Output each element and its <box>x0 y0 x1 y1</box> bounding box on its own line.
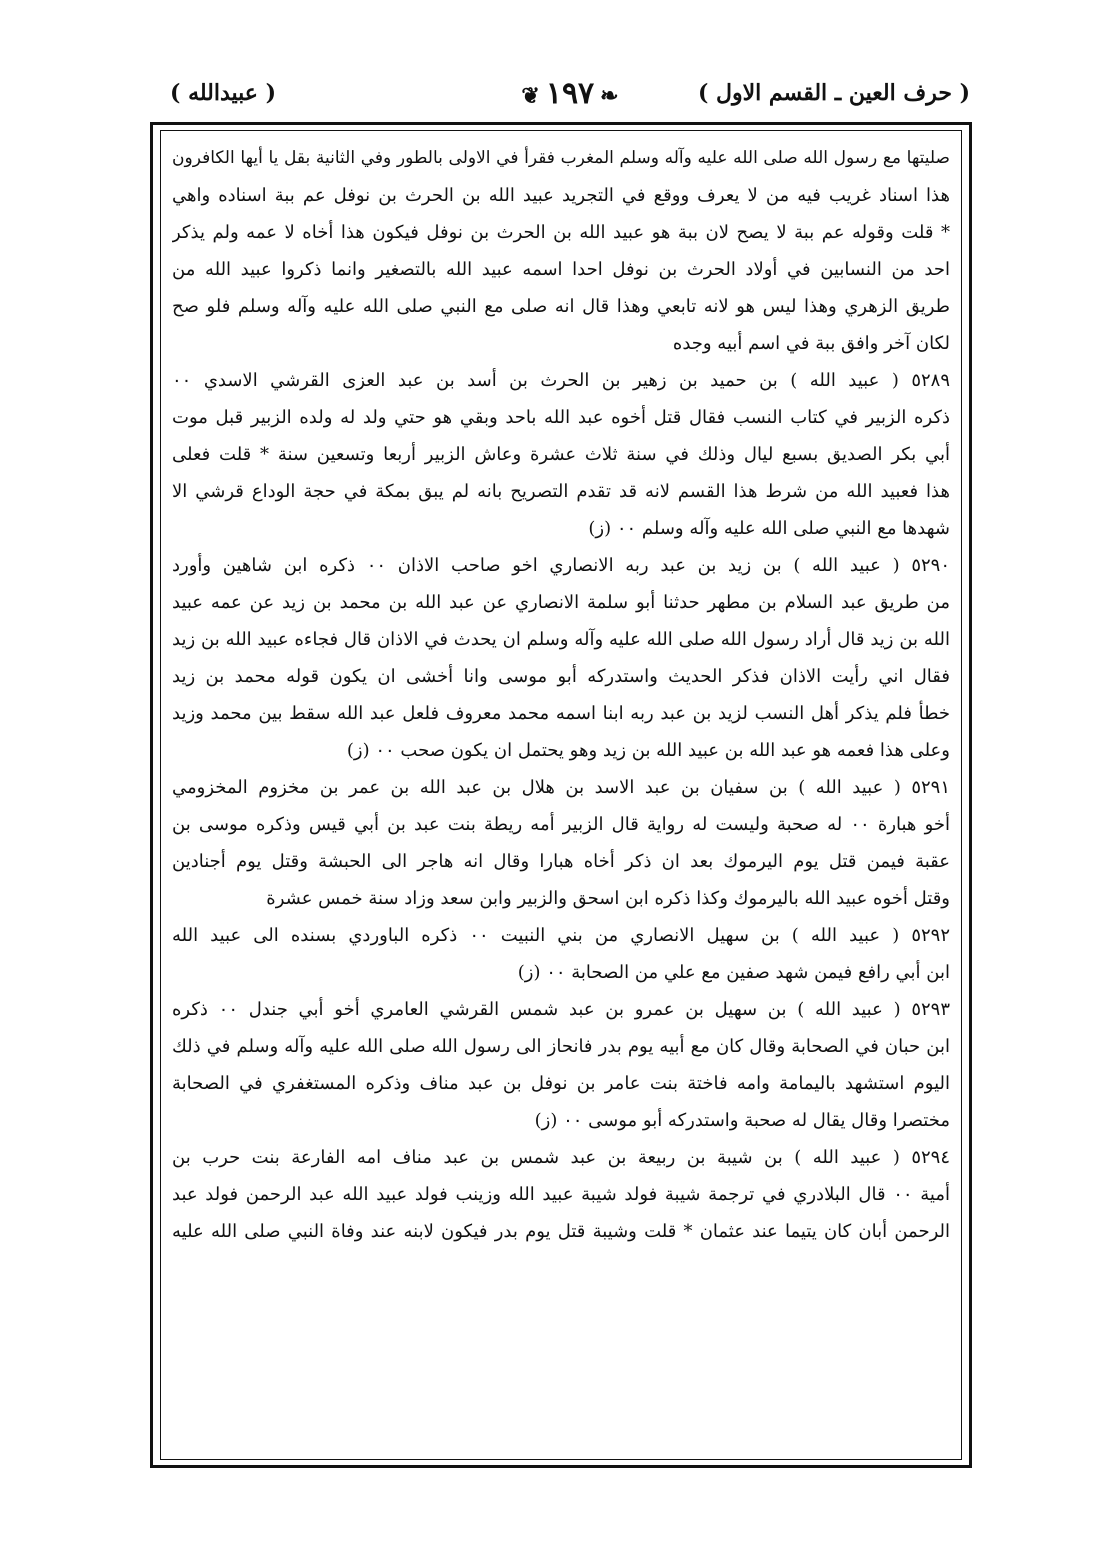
text-line: خطأ فلم يذكر أهل النسب لزيد بن عبد ربه ابنا اسمه محمد معروف فلعل عبد الله سقط بين محمد وزيد <box>172 703 950 724</box>
page-number-value: ١٩٧ <box>545 76 595 111</box>
text-line: احد من النسابين في أولاد الحرث بن نوفل احدا اسمه عبيد الله بالتصغير وانما ذكروا عبيد الله من <box>172 259 950 280</box>
text-line: ابن أبي رافع فيمن شهد صفين مع علي من الصحابة ٠٠ (ز) <box>517 962 950 983</box>
text-line: هذا فعبيد الله من شرط هذا القسم لانه قد تقدم التصريح بانه لم يبق بمكة في حجة الوداع قرشي الا <box>172 481 950 502</box>
entry-5290-line: ٥٢٩٠ ( عبيد الله ) بن زيد بن عبد ربه الانصاري اخو صاحب الاذان ٠٠ ذكره ابن شاهين وأورد <box>172 555 950 576</box>
entry-5292-line: ٥٢٩٢ ( عبيد الله ) بن سهيل الانصاري من بني النبيت ٠٠ ذكره الباوردي بسنده الى عبيد الله <box>172 925 950 946</box>
text-line: مختصرا وقال يقال له صحبة واستدركه أبو موسى ٠٠ (ز) <box>534 1110 950 1131</box>
text-line: وقتل أخوه عبيد الله باليرموك وكذا ذكره ابن اسحق والزبير وابن سعد وزاد سنة خمس عشرة <box>266 888 950 909</box>
entry-5293-line: ٥٢٩٣ ( عبيد الله ) بن سهيل بن عمرو بن عبد شمس القرشي العامري أخو أبي جندل ٠٠ ذكره <box>172 999 950 1020</box>
entry-5294-line: ٥٢٩٤ ( عبيد الله ) بن شيبة بن ربيعة بن عبد شمس بن عبد مناف امه الفارعة بنت حرب بن <box>172 1147 950 1168</box>
text-line: عقبة فيمن قتل يوم اليرموك بعد ان ذكر أخاه هبارا وقال انه هاجر الى الحبشة وقتل يوم أجنادين <box>172 851 950 872</box>
text-line: صليتها مع رسول الله صلى الله عليه وآله وسلم المغرب فقرأ في الاولى بالطور وفي الثانية بقل يا أيها الكافرون <box>172 148 950 168</box>
section-title: ( حرف العين ـ القسم الاول ) <box>697 80 970 106</box>
text-line: شهدها مع النبي صلى الله عليه وآله وسلم ٠٠ (ز) <box>588 518 950 539</box>
entry-5289-line: ٥٢٨٩ ( عبيد الله ) بن حميد بن زهير بن الحرث بن أسد بن عبد العزى القرشي الاسدي ٠٠ <box>172 370 950 391</box>
text-line: ذكره الزبير في كتاب النسب فقال قتل أخوه عبد الله باحد وبقي هو حتي ولد له ولده الزبير قبل موت <box>172 407 950 428</box>
text-line: اليوم استشهد باليمامة وامه فاختة بنت عامر بن نوفل بن عبد مناف وذكره المستغفري في الصحابة <box>172 1073 950 1094</box>
text-line: أخو هبارة ٠٠ له صحبة وليست له رواية قال الزبير أمه ريطة بنت عبد بن أبي قيس وذكره موسى بن <box>172 814 950 835</box>
text-line: طريق الزهري وهذا ليس هو لانه تابعي وهذا قال انه صلى مع النبي صلى الله عليه وآله وسلم فلو صح <box>172 296 950 317</box>
page-number <box>515 76 624 111</box>
ornament-right-icon: ❧ <box>600 83 619 109</box>
page-header <box>170 76 970 120</box>
text-line: من طريق عبد السلام بن مطهر حدثنا أبو سلمة الانصاري عن عبد الله بن محمد بن زيد عن عمه عبيد <box>172 592 950 613</box>
page-body <box>172 140 950 1450</box>
text-line: فقال اني رأيت الاذان فذكر الحديث واستدركه أبو موسى وانا أخشى ان يكون قوله محمد بن زيد <box>172 666 950 687</box>
text-line: الرحمن أبان كان يتيما عند عثمان * قلت وشيبة قتل يوم بدر فيكون لابنه عند وفاة النبي صلى الله عليه <box>172 1221 950 1242</box>
text-line: لكان آخر وافق ببة في اسم أبيه وجده <box>672 333 950 354</box>
entry-title: ( عبيدالله ) <box>170 80 276 106</box>
text-line: ابن حبان في الصحابة وقال كان مع أبيه يوم بدر فانحاز الى رسول الله صلى الله عليه وآله وسلم في ذلك <box>172 1036 950 1057</box>
text-line: الله بن زيد قال أراد رسول الله صلى الله عليه وآله وسلم ان يحدث في الاذان قال فجاءه عبيد الله بن زيد <box>172 629 950 650</box>
text-line: هذا اسناد غريب فيه من لا يعرف ووقع في التجريد عبيد الله بن الحرث بن نوفل عم ببة اسناده واهي <box>172 185 950 206</box>
text-line: وعلى هذا فعمه هو عبد الله بن عبيد الله بن زيد وهو يحتمل ان يكون صحب ٠٠ (ز) <box>346 740 950 761</box>
text-line: أمية ٠٠ قال البلادري في ترجمة شيبة فولد شيبة عبيد الله وزينب فولد عبيد الله عبد الرحمن فولد عبد <box>172 1184 950 1205</box>
text-line: * قلت وقوله عم ببة لا يصح لان ببة هو عبيد الله بن الحرث بن نوفل فيكون هذا أخاه لا عمه ولم يذكر <box>172 222 950 243</box>
entry-5291-line: ٥٢٩١ ( عبيد الله ) بن سفيان بن عبد الاسد بن هلال بن عبد الله بن عمر بن مخزوم المخزومي <box>172 777 950 798</box>
text-line: أبي بكر الصديق بسبع ليال وذلك في سنة ثلاث عشرة وعاش الزبير أربعا وتسعين سنة * قلت فعلى <box>172 444 950 465</box>
ornament-left-icon: ❦ <box>521 83 540 109</box>
